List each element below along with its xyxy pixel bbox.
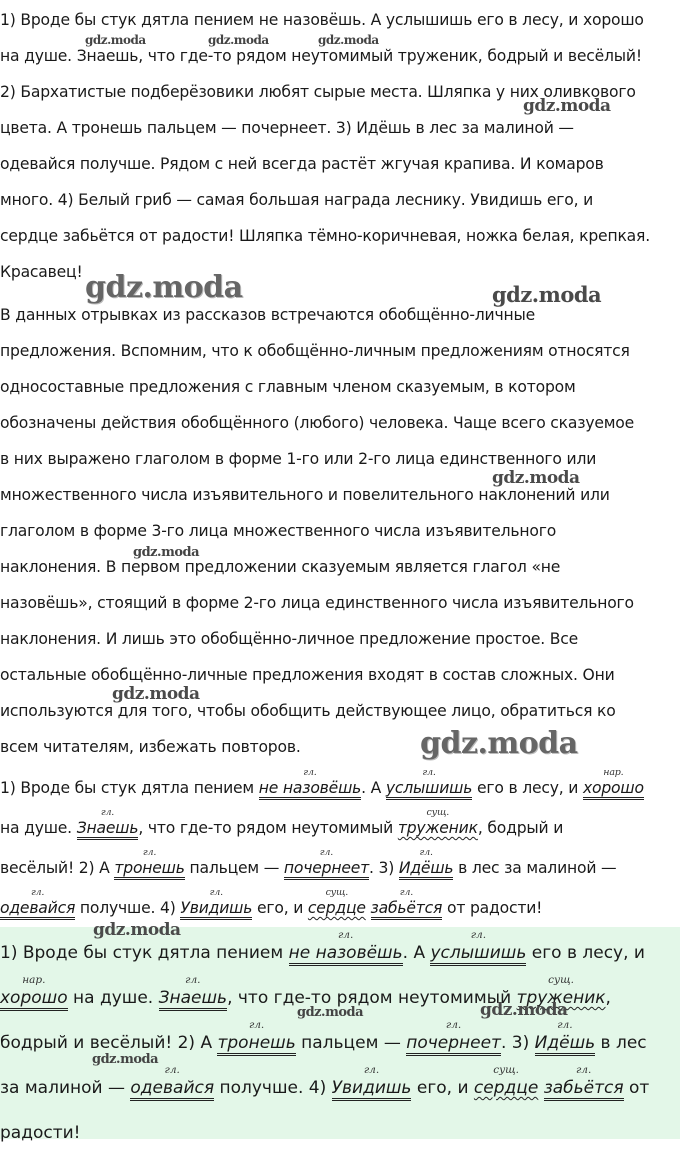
text-line: 1) Вроде бы стук дятла пением гл. не назовёшь. А гл. услышишь его в лесу, и нар. хорошо: [0, 768, 680, 808]
subject-word: сущ. сердце: [307, 887, 366, 917]
text-line: весёлый! 2) А гл. тронешь пальцем — гл. почернеет. 3) гл. Идёшь в лес за малиной —: [0, 848, 680, 888]
predicate-word: нар. хорошо: [583, 780, 644, 797]
explanation-text: [0, 297, 680, 765]
watermark: gdz.moda: [93, 920, 181, 940]
parsed-text: [0, 768, 680, 928]
text-line: на душе. Знаешь, что где-то рядом неутомимый труженик, бодрый и весёлый!: [0, 47, 642, 65]
predicate-word: гл. тронешь: [114, 860, 184, 877]
watermark: gdz.moda: [318, 33, 379, 47]
text-line: цвета. А тронешь пальцем — почернеет. 3) Идёшь в лес за малиной —: [0, 119, 574, 137]
text-line: много. 4) Белый гриб — самая большая награда леснику. Увидишь его, и: [0, 191, 594, 209]
watermark: gdz.moda: [523, 96, 611, 116]
subject-word: сущ. сердце: [473, 1064, 539, 1098]
watermark: gdz.moda: [112, 684, 200, 704]
text-line: бодрый и весёлый! 2) А гл. тронешь пальцем — гл. почернеет. 3) гл. Идёшь в лес: [0, 1021, 680, 1066]
text-line: назовёшь», стоящий в форме 2-го лица единственного числа изъявительного: [0, 594, 634, 612]
predicate-word: гл. Знаешь: [159, 989, 227, 1008]
predicate-word: гл. не назовёшь: [259, 780, 361, 797]
text-line: одевайся получше. Рядом с ней всегда растёт жгучая крапива. И комаров: [0, 155, 604, 173]
predicate-word: гл. почернеет: [284, 860, 369, 877]
predicate-word: гл. не назовёшь: [289, 944, 403, 963]
predicate-word: гл. одевайся: [130, 1079, 214, 1098]
watermark: gdz.moda: [85, 33, 146, 47]
text-line: множественного числа изъявительного и повелительного наклонений или: [0, 486, 610, 504]
watermark: gdz.moda: [420, 726, 578, 761]
text-line: В данных отрывках из рассказов встречаются обобщённо-личные: [0, 306, 536, 324]
predicate-word: гл. услышишь: [386, 780, 472, 797]
watermark: gdz.moda: [297, 1005, 364, 1020]
text-line: 1) Вроде бы стук дятла пением гл. не назовёшь. А гл. услышишь его в лесу, и: [0, 931, 680, 976]
text-line: радости!: [0, 1123, 81, 1143]
text-line: предложения. Вспомним, что к обобщённо-личным предложениям относятся: [0, 342, 630, 360]
text-line: гл. одевайся получше. 4) гл. Увидишь его, и сущ. сердце гл. забьётся от радости!: [0, 888, 680, 928]
text-line: наклонения. И лишь это обобщённо-личное предложение простое. Все: [0, 630, 579, 648]
highlighted-answer: [0, 927, 680, 1143]
subject-word: сущ. труженик: [397, 807, 478, 837]
text-line: используются для того, чтобы обобщить действующее лицо, обратиться ко: [0, 702, 616, 720]
watermark: gdz.moda: [492, 282, 602, 307]
watermark: gdz.moda: [85, 270, 243, 305]
watermark: gdz.moda: [92, 1052, 159, 1067]
predicate-word: нар. хорошо: [0, 989, 68, 1008]
watermark: gdz.moda: [208, 33, 269, 47]
predicate-word: гл. почернеет: [406, 1034, 501, 1053]
text-line: всем читателям, избежать повторов.: [0, 738, 301, 756]
source-text: [0, 2, 680, 290]
watermark: gdz.moda: [133, 545, 200, 560]
predicate-word: гл. забьётся: [544, 1079, 624, 1098]
text-line: остальные обобщённо-личные предложения входят в состав сложных. Они: [0, 666, 615, 684]
predicate-word: гл. Увидишь: [180, 900, 252, 917]
text-line: 1) Вроде бы стук дятла пением не назовёшь. А услышишь его в лесу, и хорошо: [0, 11, 644, 29]
text-line: в них выражено глаголом в форме 1-го или 2-го лица единственного или: [0, 450, 597, 468]
text-line: за малиной — гл. одевайся получше. 4) гл. Увидишь его, и сущ. сердце гл. забьётся от: [0, 1066, 680, 1111]
subject-word: сущ. труженик: [516, 974, 606, 1008]
text-line: Красавец!: [0, 263, 83, 281]
text-line: на душе. гл. Знаешь, что где-то рядом неутомимый сущ. труженик, бодрый и: [0, 808, 680, 848]
text-line: наклонения. В первом предложении сказуемым является глагол «не: [0, 558, 561, 576]
predicate-word: гл. забьётся: [371, 900, 443, 917]
text-line: глаголом в форме 3-го лица множественного числа изъявительного: [0, 522, 557, 540]
watermark: gdz.moda: [492, 468, 580, 488]
predicate-word: гл. Увидишь: [332, 1079, 412, 1098]
text-line: нар. хорошо на душе. гл. Знаешь, что где-то рядом неутомимый сущ. труженик,: [0, 976, 680, 1021]
text-line: односоставные предложения с главным членом сказуемым, в котором: [0, 378, 576, 396]
predicate-word: гл. Знаешь: [77, 820, 139, 837]
text-line: обозначены действия обобщённого (любого) человека. Чаще всего сказуемое: [0, 414, 635, 432]
predicate-word: гл. тронешь: [217, 1034, 295, 1053]
text-line: сердце забьётся от радости! Шляпка тёмно-коричневая, ножка белая, крепкая.: [0, 227, 650, 245]
predicate-word: гл. одевайся: [0, 900, 75, 917]
watermark: gdz.moda: [480, 1000, 568, 1020]
predicate-word: гл. Идёшь: [399, 860, 454, 877]
text-line: 2) Бархатистые подберёзовики любят сырые места. Шляпка у них оливкового: [0, 83, 636, 101]
predicate-word: гл. услышишь: [430, 944, 526, 963]
predicate-word: гл. Идёшь: [535, 1034, 596, 1053]
